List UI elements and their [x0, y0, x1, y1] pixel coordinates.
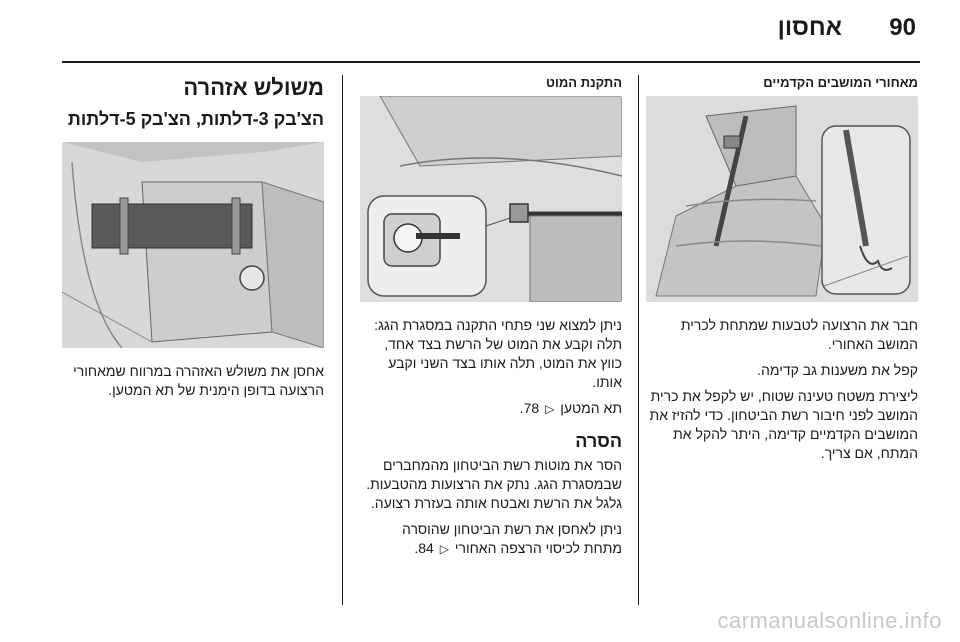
paragraph: חבר את הרצועה לטבעות שמתחת לכרית המושב האחורי. [680, 317, 918, 352]
paragraph: ליצירת משטח טעינה שטוח, יש לקפל את כרית המושב לפני חיבור רשת הביטחון. כדי להזיז את המושבים הקדמיים קדימה, היתר להקל את המתח, אם צריך. [649, 388, 918, 461]
column-heading: מאחורי המושבים הקדמיים [763, 75, 918, 90]
illustration-rod-installation [360, 96, 622, 302]
reference-label: ניתן לאחסן את רשת הביטחון שהוסרה מתחת לכיסוי הרצפה האחורי [402, 521, 622, 556]
section-title: אחסון [777, 14, 842, 41]
paragraph: הסר את מוטות רשת הביטחון מהמחברים שבמסגרת הגג. נתק את הרצועות מהטבעות. גלגל את הרשת ואבטח אותה בעזרת רצועה. [366, 457, 622, 511]
illustration-warning-triangle-storage [62, 142, 324, 348]
model-variants: הצ'בק 3-דלתות, הצ'בק 5-דלתות [67, 109, 324, 129]
column-divider [638, 75, 639, 605]
reference-page: 84 [418, 540, 434, 556]
paragraph: קפל את משענות גב קדימה. [757, 362, 918, 378]
column-heading: משולש אזהרה [183, 75, 324, 100]
cross-reference[interactable]: ניתן לאחסן את רשת הביטחון שהוסרה מתחת לכיסוי הרצפה האחורי ▷ 84. [360, 520, 622, 559]
cross-reference[interactable]: תא המטען ▷ 78. [360, 399, 622, 419]
page-reference-icon: ▷ [439, 542, 449, 556]
column-heading: התקנת המוט [546, 75, 622, 90]
subheading-removal: הסרה [575, 431, 622, 451]
column-divider [342, 75, 343, 605]
watermark: carmanualsonline.info [717, 608, 942, 633]
column-warning-triangle [62, 75, 324, 407]
page-reference-icon: ▷ [545, 402, 555, 416]
column-rear-seats [646, 75, 918, 470]
reference-page: 78 [523, 400, 540, 416]
paragraph: אחסן את משולש האזהרה במרווח שמאחורי הרצועה בדופן הימנית של תא המטען. [73, 363, 324, 398]
reference-label: תא המטען [560, 400, 622, 416]
paragraph: ניתן למצוא שני פתחי התקנה במסגרת הגג: תלה וקבע את המוט של הרשת בצד אחד, כווץ את המוט, תלה אותו בצד השני וקבע אותו. [374, 317, 622, 390]
page-number: 90 [889, 14, 916, 41]
page-header [0, 0, 960, 60]
column-install-rod [360, 75, 622, 566]
illustration-rear-seat-straps [646, 96, 918, 302]
header-divider [62, 61, 920, 63]
